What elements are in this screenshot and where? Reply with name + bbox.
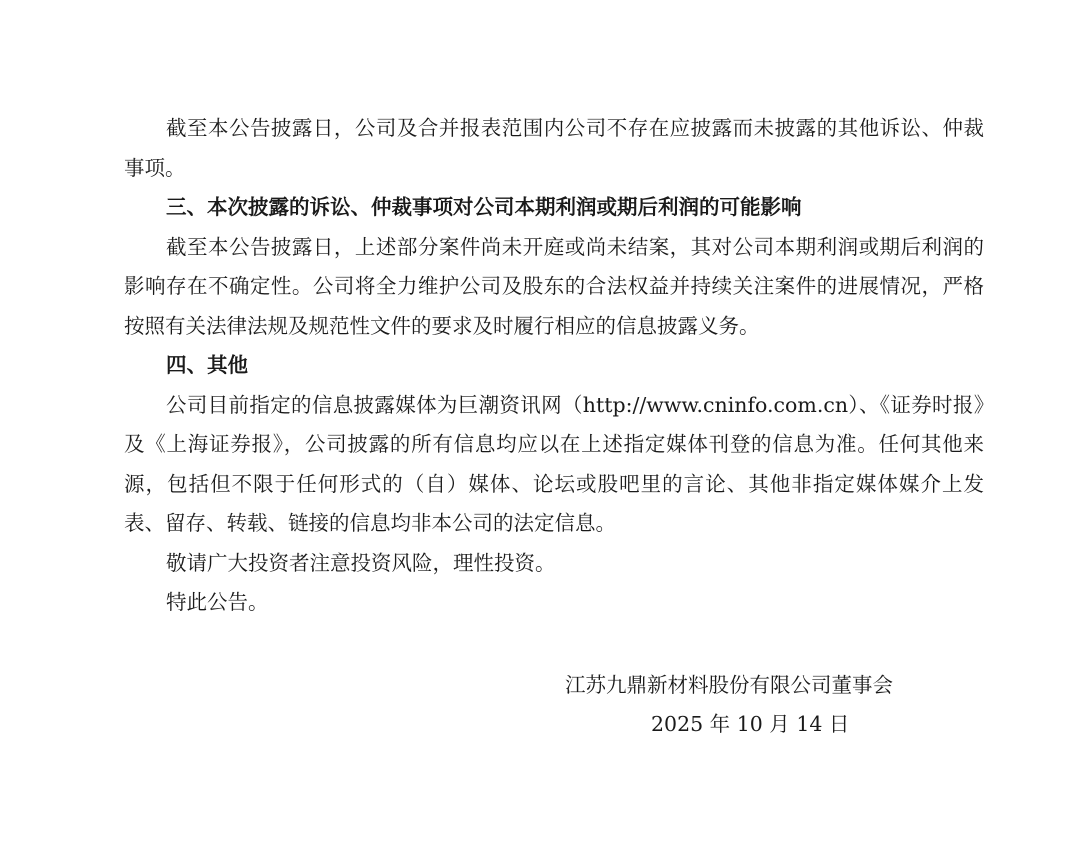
signature-date: 2025 年 10 月 14 日 xyxy=(651,712,850,736)
paragraph-investment-risk: 敬请广大投资者注意投资风险，理性投资。 xyxy=(166,550,556,575)
section-heading-impact: 三、本次披露的诉讼、仲裁事项对公司本期利润或期后利润的可能影响 xyxy=(166,195,802,219)
paragraph-designated-media: 公司目前指定的信息披露媒体为巨潮资讯网（http://www.cninfo.com.cn）、《证券时报》及《上海证券报》，公司披露的所有信息均应以在上述指定媒体刊登的信息为准。任何其他来源，包括但不限于任何形式的（自）媒体、论坛或股吧里的言论、其他非指定媒体媒介上发表、留存、转载、链接的信息均非本公司的法定信息。 xyxy=(124,392,984,535)
paragraph-no-other-litigation: 截至本公告披露日，公司及合并报表范围内公司不存在应披露而未披露的其他诉讼、仲裁事项。 xyxy=(124,116,984,180)
document-body xyxy=(124,109,984,623)
paragraph-announcement-closing: 特此公告。 xyxy=(166,590,269,614)
paragraph-impact-uncertainty: 截至本公告披露日，上述部分案件尚未开庭或尚未结案，其对公司本期利润或期后利润的影响存在不确定性。公司将全力维护公司及股东的合法权益并持续关注案件的进展情况，严格按照有关法律法规及规范性文件的要求及时履行相应的信息披露义务。 xyxy=(124,234,984,338)
signature-organization: 江苏九鼎新材料股份有限公司董事会 xyxy=(565,673,893,697)
section-heading-other: 四、其他 xyxy=(166,353,248,377)
